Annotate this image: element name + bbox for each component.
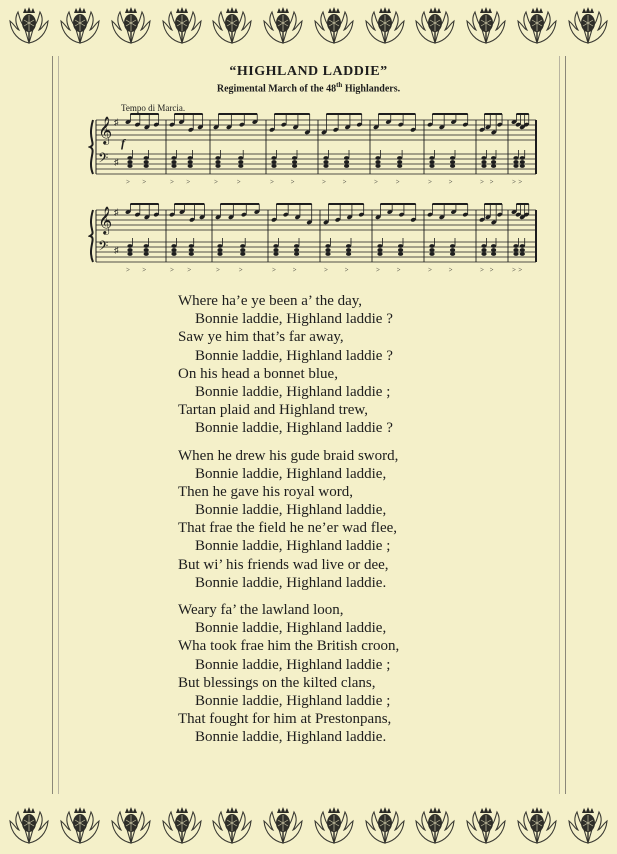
svg-text:>: > [170, 178, 174, 186]
thistle-wreath-icon [7, 803, 51, 847]
subtitle-prefix: Regimental March of the 48 [216, 83, 337, 95]
measure-notes [215, 204, 260, 274]
svg-text:>: > [270, 178, 274, 186]
bass-clef-icon: 𝄢 [98, 150, 109, 169]
measure-notes [271, 204, 312, 274]
music-system-1 [88, 112, 540, 198]
measure-notes [169, 204, 205, 274]
thistle-wreath-icon [160, 803, 204, 847]
svg-text:>: > [518, 178, 523, 186]
refrain-line: Bonnie laddie, Highland laddie. [195, 574, 387, 591]
thistle-wreath-icon [312, 803, 356, 847]
page-title: “HIGHLAND LADDIE” [229, 64, 388, 79]
staff-brace [90, 120, 93, 174]
verse-line: But blessings on the kilted clans, [178, 674, 376, 691]
svg-text:>: > [512, 178, 516, 186]
svg-text:>: > [126, 266, 130, 274]
thistle-wreath-icon [58, 803, 102, 847]
refrain-line: Bonnie laddie, Highland laddie ; [195, 692, 391, 709]
sharp-icon: ♯ [114, 117, 119, 127]
refrain-line: Bonnie laddie, Highland laddie ; [195, 383, 391, 400]
thistle-wreath-icon [109, 803, 153, 847]
measure-notes [511, 204, 530, 274]
thistle-wreath-icon [515, 803, 559, 847]
bass-clef-icon: 𝄢 [98, 238, 109, 257]
music-system-2 [88, 202, 540, 284]
svg-text:>: > [292, 266, 297, 274]
refrain-line: Bonnie laddie, Highland laddie ? [195, 420, 393, 437]
refrain-line: Bonnie laddie, Highland laddie ; [195, 656, 391, 673]
subtitle-ordinal: th [336, 81, 343, 89]
thistle-wreath-icon [261, 3, 305, 47]
verse-line: Tartan plaid and Highland trew, [178, 402, 368, 419]
svg-text:>: > [489, 266, 494, 274]
refrain-line: Bonnie laddie, Highland laddie ? [195, 347, 393, 364]
thistle-wreath-icon [109, 3, 153, 47]
left-frame-rule [52, 56, 53, 794]
bottom-thistle-border [0, 800, 617, 850]
measure-notes [479, 204, 503, 274]
treble-staff [96, 206, 536, 235]
svg-text:>: > [142, 266, 147, 274]
measure-notes [427, 204, 468, 274]
svg-text:>: > [489, 178, 494, 186]
thistle-wreath-icon [413, 803, 457, 847]
svg-text:>: > [518, 266, 523, 274]
treble-clef-icon: 𝄞 [98, 116, 113, 144]
svg-text:>: > [396, 266, 401, 274]
refrain-line: Bonnie laddie, Highland laddie, [195, 465, 387, 482]
svg-text:>: > [448, 178, 453, 186]
treble-staff [96, 116, 536, 145]
top-thistle-border [0, 0, 617, 50]
refrain-line: Bonnie laddie, Highland laddie ? [195, 311, 393, 328]
thistle-wreath-icon [363, 803, 407, 847]
verse-line: Then he gave his royal word, [178, 483, 353, 500]
svg-text:>: > [214, 178, 218, 186]
svg-text:>: > [216, 266, 220, 274]
thistle-wreath-icon [210, 803, 254, 847]
thistle-wreath-icon [566, 3, 610, 47]
svg-text:>: > [324, 266, 328, 274]
tempo-marking: Tempo di Marcia. [121, 103, 186, 113]
verse-line: When he drew his gude braid sword, [178, 447, 399, 464]
svg-text:>: > [170, 266, 174, 274]
right-frame-rule-inner [559, 56, 560, 794]
thistle-wreath-icon [413, 3, 457, 47]
thistle-wreath-icon [566, 803, 610, 847]
thistle-wreath-icon [261, 803, 305, 847]
svg-text:>: > [448, 266, 453, 274]
svg-text:>: > [186, 178, 191, 186]
svg-text:>: > [322, 178, 326, 186]
subtitle-suffix: Highlanders. [342, 83, 401, 95]
thistle-wreath-icon [210, 3, 254, 47]
svg-text:>: > [187, 266, 192, 274]
sharp-icon: ♯ [114, 207, 119, 217]
svg-text:>: > [395, 178, 400, 186]
verse-line: Wha took frae him the British croon, [178, 638, 400, 655]
bass-staff [96, 150, 536, 174]
thistle-wreath-icon [464, 3, 508, 47]
svg-text:>: > [126, 178, 130, 186]
thistle-wreath-icon [312, 3, 356, 47]
right-frame-rule [565, 56, 566, 794]
svg-text:>: > [142, 178, 147, 186]
svg-text:>: > [428, 266, 432, 274]
thistle-wreath-icon [515, 3, 559, 47]
svg-text:>: > [512, 266, 516, 274]
bass-staff [96, 238, 536, 262]
svg-text:>: > [342, 178, 347, 186]
verse-line: On his head a bonnet blue, [178, 365, 338, 382]
verse-line: Weary fa’ the lawland loon, [178, 602, 344, 618]
page-subtitle [0, 81, 617, 94]
svg-text:>: > [344, 266, 349, 274]
thistle-wreath-icon [7, 3, 51, 47]
stanza [178, 447, 538, 593]
left-frame-rule-inner [58, 56, 59, 794]
verse-line: That fought for him at Prestonpans, [178, 711, 392, 728]
svg-text:>: > [480, 266, 484, 274]
verse-line: Where ha’e ye been a’ the day, [178, 293, 363, 309]
verse-line: Saw ye him that’s far away, [178, 329, 344, 346]
verse-line: That frae the field he ne’er wad flee, [178, 520, 398, 537]
staff-brace [90, 210, 93, 262]
stanza [178, 292, 538, 438]
svg-text:>: > [272, 266, 276, 274]
thistle-wreath-icon [160, 3, 204, 47]
dynamic-marking: f [121, 136, 125, 150]
sharp-icon: ♯ [114, 157, 119, 167]
svg-text:>: > [236, 178, 241, 186]
svg-text:>: > [374, 178, 378, 186]
measure-notes [323, 204, 364, 274]
refrain-line: Bonnie laddie, Highland laddie, [195, 620, 387, 637]
refrain-line: Bonnie laddie, Highland laddie, [195, 502, 387, 519]
measure-notes [125, 204, 159, 274]
refrain-line: Bonnie laddie, Highland laddie. [195, 729, 387, 746]
svg-text:>: > [376, 266, 380, 274]
svg-text:>: > [480, 178, 484, 186]
treble-clef-icon: 𝄞 [98, 206, 113, 234]
thistle-wreath-icon [363, 3, 407, 47]
svg-text:>: > [428, 178, 432, 186]
sharp-icon: ♯ [114, 245, 119, 255]
svg-text:>: > [290, 178, 295, 186]
measure-notes [375, 204, 416, 274]
refrain-line: Bonnie laddie, Highland laddie ; [195, 538, 391, 555]
verse-line: But wi’ his friends wad live or dee, [178, 556, 389, 573]
song-lyrics [178, 292, 538, 756]
thistle-wreath-icon [58, 3, 102, 47]
stanza [178, 601, 538, 747]
svg-text:>: > [238, 266, 243, 274]
thistle-wreath-icon [464, 803, 508, 847]
